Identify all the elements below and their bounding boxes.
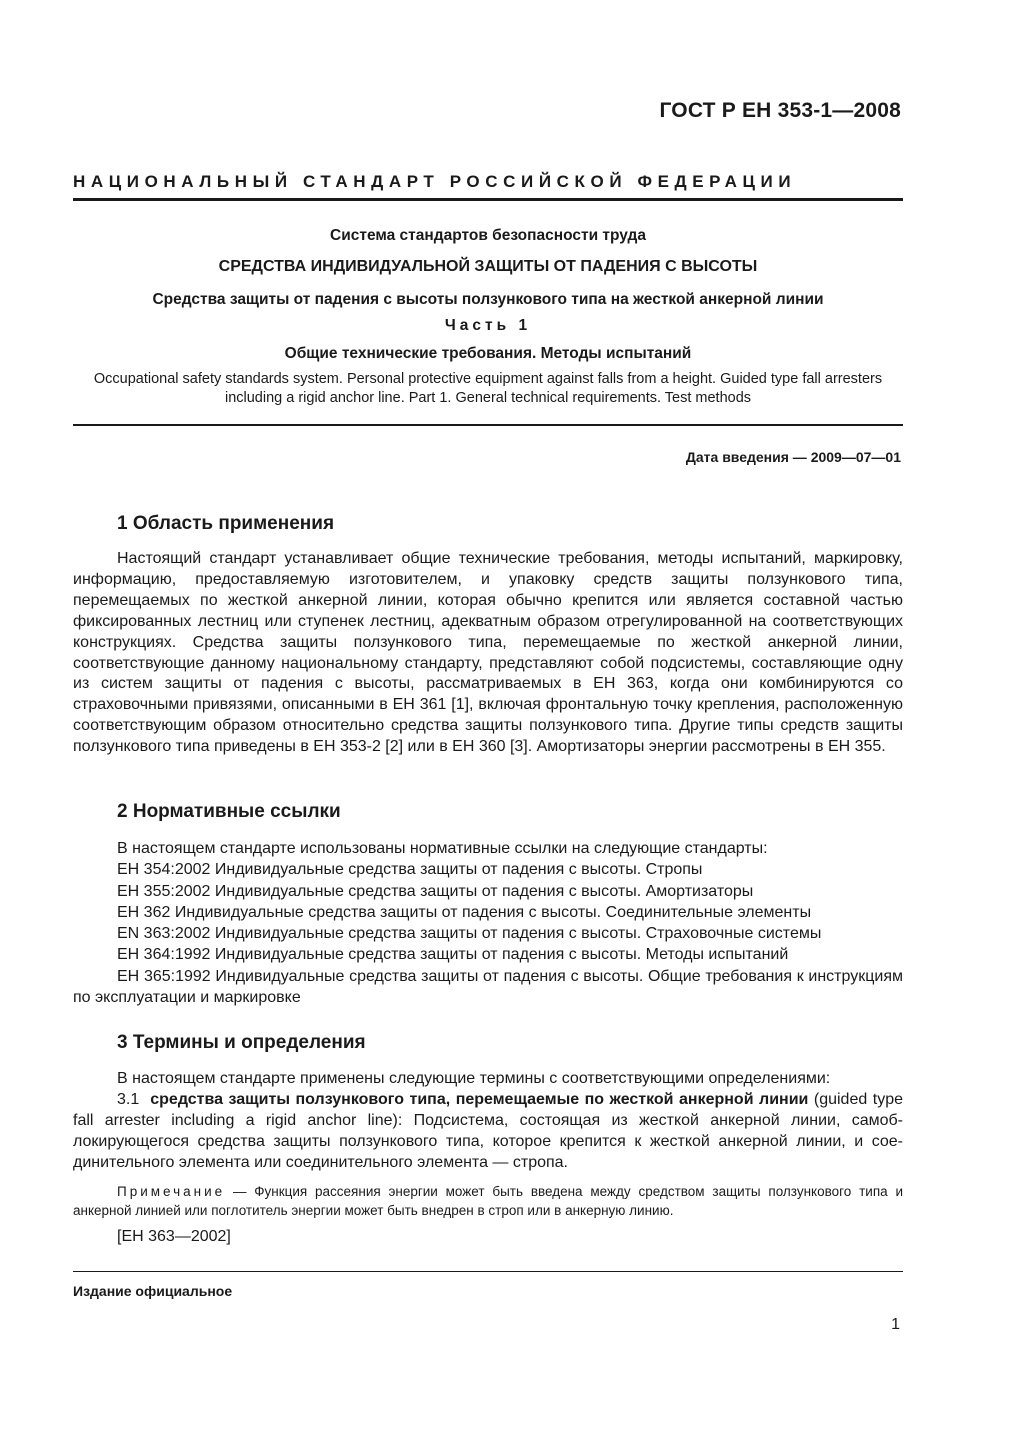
reference-item: ЕН 365:1992 Индивидуальные средства защиты от падения с высоты. Общие требования к инструкциям по эксплуатации и маркировке — [73, 967, 903, 1007]
section-1-paragraph: Настоящий стандарт устанавливает общие технические требования, методы испытаний, маркировку, информацию, предоставляемую изготовителем, и упаковку средств защиты ползункового типа, перемещаемых по жесткой анкерной линии, которая обычно крепится или является составной частью фиксированных лестниц или ступенек лестниц, адекватным образом отрегулированной на соответствующих конструкциях. Средства защиты ползункового типа, перемещаемые по жесткой анкерной линии, соответствующие данному национальному стандарту, представляют собой подсистемы, составляющие одну из систем защиты от падения с высоты, рассматриваемых в ЕН 363, когда они комбинируются со страховочными привязями, описанными в ЕН 361 [1], включая фронтальную точку крепления, расположенную соответствующим образом относительно средства защиты ползункового типа. Другие типы средств защиты ползункового типа приведены в ЕН 353-2 [2] или в ЕН 360 [3]. Амортизаторы энергии рассмотрены в ЕН 355. — [73, 550, 903, 756]
document-number: ГОСТ Р ЕН 353-1—2008 — [659, 99, 901, 122]
term-number: 3.1 — [117, 1091, 140, 1108]
subtitle: Средства защиты от падения с высоты ползункового типа на жесткой анкерной линии — [152, 291, 824, 308]
terms-intro: В настоящем стандарте применены следующие термины с соответствующими определениями: — [117, 1070, 831, 1087]
reference-item: ЕН 354:2002 Индивидуальные средства защиты от падения с высоты. Стропы — [117, 861, 703, 879]
term-definition-text: (guided type fall arrester including a rigid anchor line): Подсистема, состоящая из жесткой анкерной линии, самоблокирующегося средства защиты ползункового типа, которое крепится к жесткой анкерной линии, и соединительного элемента или соединительного элемента — стропа. — [73, 1091, 903, 1171]
reference-item: ЕН 355:2002 Индивидуальные средства защиты от падения с высоты. Амортизаторы — [117, 882, 754, 900]
reference-item: EN 363:2002 Индивидуальные средства защиты от падения с высоты. Страховочные системы — [117, 925, 822, 943]
introduction-date: Дата введения — 2009—07—01 — [685, 449, 901, 465]
part-label: Часть 1 — [444, 317, 532, 334]
reference-item: ЕН 362 Индивидуальные средства защиты от падения с высоты. Соединительные элементы — [117, 903, 812, 921]
part-title: Общие технические требования. Методы испытаний — [284, 345, 692, 362]
reference-item: ЕН 364:1992 Индивидуальные средства защиты от падения с высоты. Методы испытаний — [117, 946, 789, 964]
section-3-heading: 3 Термины и определения — [117, 1032, 366, 1053]
term-definition — [73, 1090, 903, 1174]
main-title: СРЕДСТВА ИНДИВИДУАЛЬНОЙ ЗАЩИТЫ ОТ ПАДЕНИЯ С ВЫСОТЫ — [218, 258, 758, 275]
page-number: 1 — [891, 1316, 900, 1333]
term-name: средства защиты ползункового типа, перемещаемые по жесткой анкерной линии — [150, 1091, 809, 1108]
english-title: Occupational safety standards system. Personal protective equipment against falls from a height. Guided type fall arresters including a rigid anchor line. Part 1. General technical requirements. Test methods — [93, 371, 883, 406]
national-standard-header: НАЦИОНАЛЬНЫЙ СТАНДАРТ РОССИЙСКОЙ ФЕДЕРАЦИИ — [73, 172, 797, 191]
section-2-heading: 2 Нормативные ссылки — [117, 801, 341, 822]
edition-label: Издание официальное — [73, 1283, 233, 1299]
note-text: — Функция рассеяния энергии может быть введена между средством защиты ползункового типа и анкерной линией или поглотитель энергии может быть внедрен в строп или в анкерную линию. — [73, 1184, 903, 1218]
references-intro: В настоящем стандарте использованы нормативные ссылки на следующие стандарты: — [117, 840, 768, 857]
header-divider — [73, 198, 903, 201]
note-label: Примечание — [117, 1184, 226, 1199]
footer-divider — [73, 1271, 903, 1272]
note — [73, 1182, 903, 1220]
normative-references-list — [73, 838, 903, 1008]
standards-system-title: Система стандартов безопасности труда — [330, 227, 646, 244]
section-1-heading: 1 Область применения — [117, 513, 335, 534]
title-divider — [73, 424, 903, 426]
term-source-reference: [ЕН 363—2002] — [117, 1228, 231, 1245]
